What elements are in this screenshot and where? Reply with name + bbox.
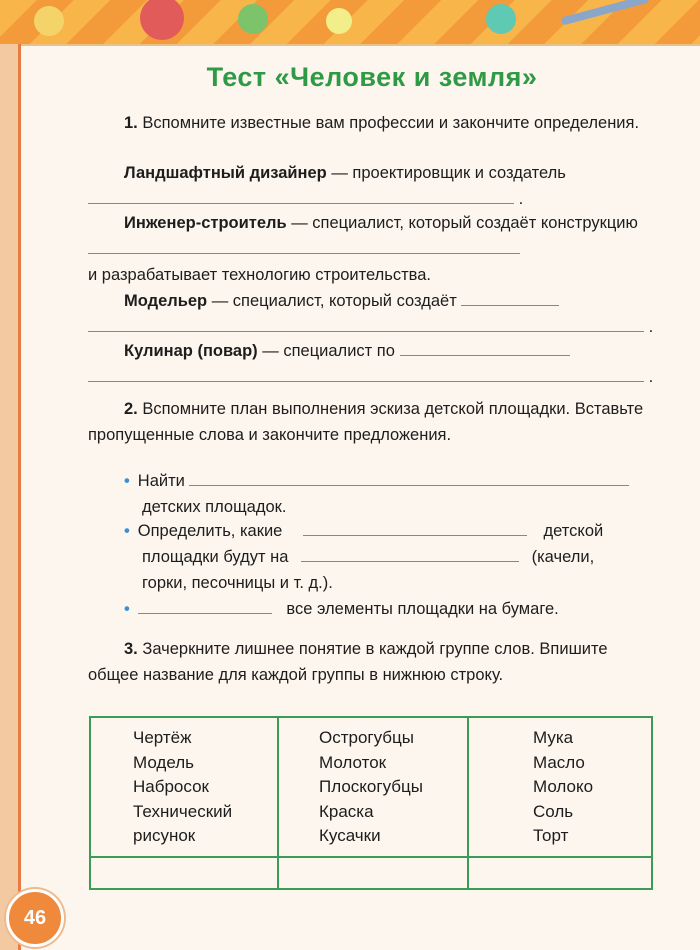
table-word[interactable]: Чертёж	[133, 728, 192, 747]
column-2-words	[319, 726, 423, 849]
bullet-icon: •	[124, 600, 130, 618]
def3-term: Модельер	[124, 292, 208, 310]
def1-blank[interactable]	[88, 187, 514, 204]
button-decoration-icon	[486, 4, 516, 34]
def2-ending: и разрабатывает технологию строительства.	[88, 266, 432, 284]
answer-cell-2[interactable]	[279, 858, 469, 890]
b1-blank[interactable]	[189, 469, 629, 486]
def4-term: Кулинар (повар)	[124, 342, 258, 360]
b1-text-a: Найти	[137, 472, 185, 490]
def2-term: Инженер-строитель	[124, 214, 287, 232]
bullet-icon: •	[124, 522, 130, 540]
column-3-words	[533, 726, 593, 849]
table-column-1	[91, 718, 279, 858]
b2-blank-b[interactable]	[301, 545, 519, 562]
yarn-ball-icon	[140, 0, 184, 40]
table-word[interactable]: Краска	[319, 801, 374, 821]
def4-text: — специалист по	[257, 342, 395, 360]
task2-bullet3	[124, 596, 656, 622]
column-1-words	[133, 726, 232, 849]
def2-text: — специалист, который создаёт конструкцию	[286, 214, 638, 232]
def1-term: Ландшафтный дизайнер	[124, 164, 327, 182]
table-word[interactable]: Молоко	[533, 777, 594, 796]
button-decoration-icon	[34, 6, 64, 36]
task2-bullet1	[124, 468, 656, 520]
task2-number: 2.	[124, 400, 138, 418]
table-word[interactable]: Набросок	[133, 777, 209, 796]
table-word[interactable]: Торт	[533, 826, 569, 845]
page-margin-line	[18, 44, 21, 950]
page-title: Тест «Человек и земля»	[206, 62, 538, 92]
table-word[interactable]: Молоток	[319, 752, 387, 772]
table-column-3	[469, 718, 651, 858]
answer-cell-1[interactable]	[91, 858, 279, 890]
def4-blank-b[interactable]	[88, 365, 644, 382]
page-margin-strip	[0, 44, 18, 950]
b2-blank-a[interactable]	[303, 519, 527, 536]
page-number-badge: 46	[6, 889, 64, 947]
b1-text-b: детских площадок.	[142, 498, 287, 516]
def2-blank[interactable]	[88, 237, 520, 254]
answer-cell-3[interactable]	[469, 858, 651, 890]
task3-intro	[88, 636, 656, 688]
table-word[interactable]: Модель	[133, 752, 195, 772]
task2-intro-text: Вспомните план выполнения эскиза детской площадки. Вставьте пропущенные слова и закончите предложения.	[88, 400, 644, 444]
task3-intro-text: Зачеркните лишнее понятие в каждой группе слов. Впишите общее название для каждой группы в нижнюю строку.	[88, 640, 608, 684]
def3-text: — специалист, который создаёт	[207, 292, 457, 310]
def3-blank-a[interactable]	[461, 289, 559, 306]
b3-text-b: все элементы площадки на бумаге.	[286, 600, 559, 618]
task3-number: 3.	[124, 640, 138, 658]
b2-text-c: площадки будут на	[142, 548, 289, 566]
table-word[interactable]: Мука	[533, 728, 574, 747]
table-word[interactable]: рисунок	[133, 826, 196, 845]
task1-def4: Кулинар (повар) — специалист по .	[88, 338, 656, 390]
table-word[interactable]: Плоскогубцы	[319, 777, 423, 796]
table-word[interactable]: Кусачки	[319, 826, 381, 845]
table-word[interactable]: Технический	[133, 801, 233, 821]
table-word[interactable]: Масло	[533, 752, 585, 772]
task1-def3: Модельер — специалист, который создаёт .	[88, 288, 656, 340]
def3-blank-b[interactable]	[88, 315, 644, 332]
b2-text-e: горки, песочницы и т. д.).	[142, 574, 333, 592]
compass-tool-icon	[560, 0, 649, 26]
task1-intro-text: Вспомните известные вам профессии и закончите определения.	[142, 114, 640, 132]
task1-def2	[88, 210, 656, 262]
task2-bullet2	[124, 518, 656, 596]
task1-def1: Ландшафтный дизайнер — проектировщик и создатель .	[88, 160, 656, 212]
bullet-icon: •	[124, 472, 130, 490]
def1-text: — проектировщик и создатель	[326, 164, 566, 182]
table-column-2	[279, 718, 469, 858]
button-decoration-icon	[238, 4, 268, 34]
task1-number: 1.	[124, 114, 138, 132]
b2-text-b: детской	[543, 522, 604, 540]
task1-intro	[88, 110, 656, 136]
button-decoration-icon	[326, 8, 352, 34]
table-word[interactable]: Острогубцы	[319, 728, 415, 747]
b2-text-d: (качели,	[531, 548, 595, 566]
b3-blank[interactable]	[138, 597, 272, 614]
word-groups-table	[89, 716, 653, 890]
decorative-banner	[0, 0, 700, 46]
table-word[interactable]: Соль	[533, 801, 574, 821]
def4-blank-a[interactable]	[400, 339, 570, 356]
answer-row	[91, 856, 651, 890]
b2-text-a: Определить, какие	[137, 522, 283, 540]
task2-intro	[88, 396, 656, 448]
